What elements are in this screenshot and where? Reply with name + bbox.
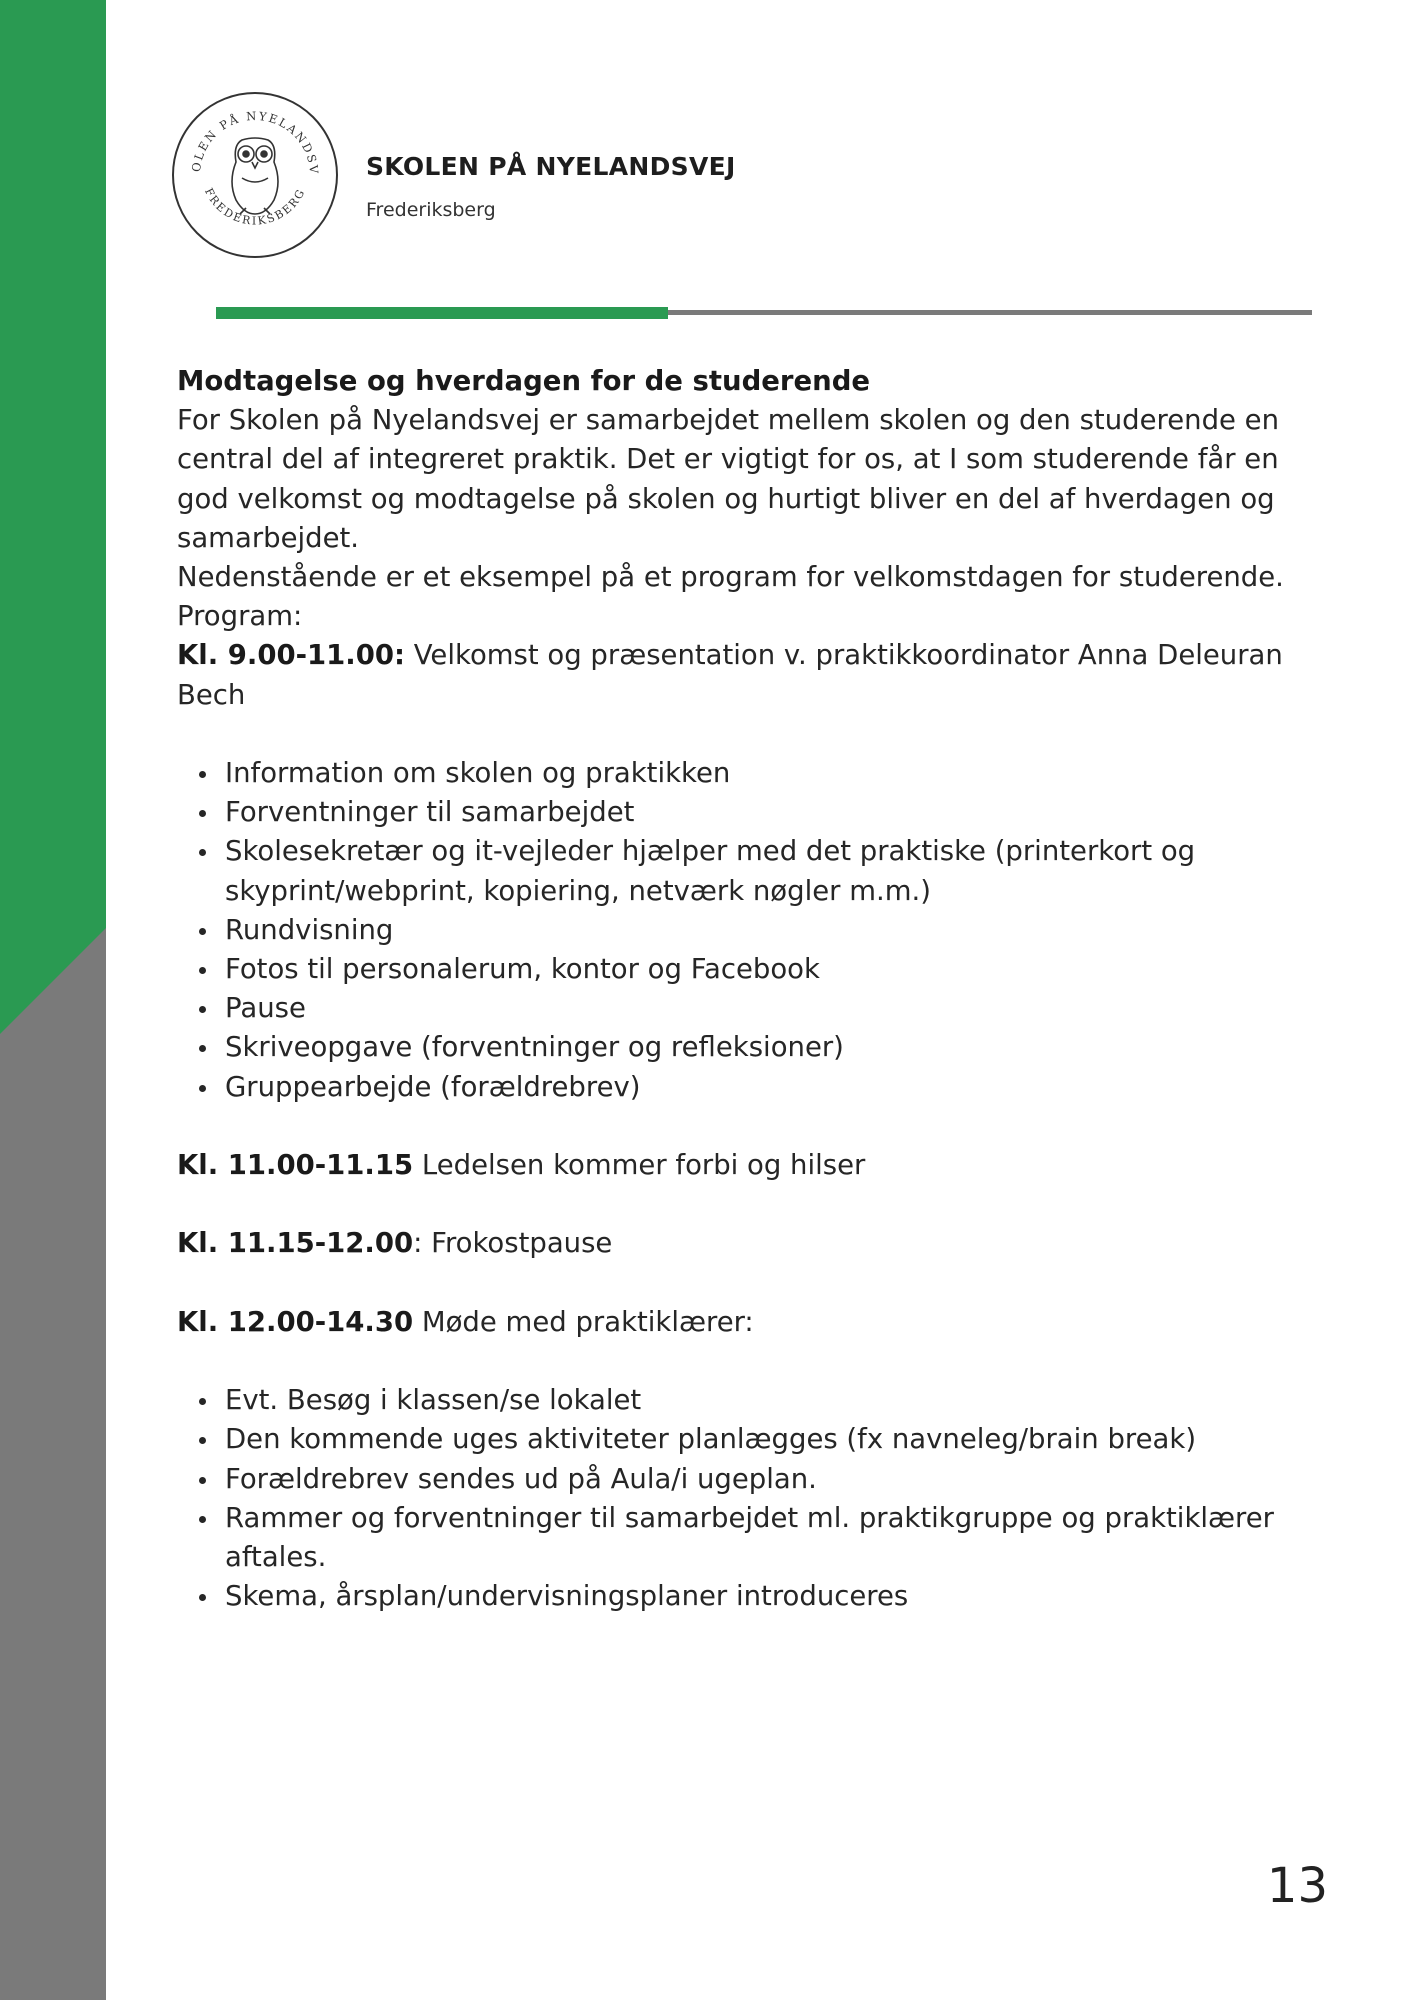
- slot-1-list: [177, 754, 1327, 1107]
- side-green-band: [0, 0, 106, 1034]
- slot-3-text: : Frokostpause: [413, 1227, 613, 1260]
- list-item: Forældrebrev sendes ud på Aula/i ugeplan.: [225, 1460, 1327, 1499]
- slot-2-time: Kl. 11.00-11.15: [177, 1149, 414, 1182]
- slot-4-list: [177, 1381, 1327, 1616]
- page-content: [177, 362, 1327, 1616]
- list-item: Skolesekretær og it-vejleder hjælper med det praktiske (printerkort og skyprint/webprint, kopiering, netværk nøgler m.m.): [225, 832, 1327, 910]
- program-slot-3: [177, 1224, 1327, 1263]
- program-label: Program:: [177, 600, 303, 633]
- list-item: Skema, årsplan/undervisningsplaner introduceres: [225, 1577, 1327, 1616]
- logo-top-text: OLEN PÅ NYELANDSV: [188, 108, 322, 176]
- school-name: SKOLEN PÅ NYELANDSVEJ: [366, 152, 736, 181]
- slot-1-time: Kl. 9.00-11.00:: [177, 639, 406, 672]
- list-item: Pause: [225, 989, 1327, 1028]
- list-item: Rundvisning: [225, 911, 1327, 950]
- side-decoration: [0, 0, 106, 2000]
- list-item: Gruppearbejde (forældrebrev): [225, 1068, 1327, 1107]
- list-item: Information om skolen og praktikken: [225, 754, 1327, 793]
- section-heading: Modtagelse og hverdagen for de studerende: [177, 365, 871, 397]
- program-slot-1: [177, 636, 1327, 714]
- list-item: Fotos til personalerum, kontor og Facebook: [225, 950, 1327, 989]
- header-rule-grey: [668, 310, 1312, 315]
- list-item: Forventninger til samarbejdet: [225, 793, 1327, 832]
- list-item: Skriveopgave (forventninger og refleksioner): [225, 1028, 1327, 1067]
- school-logo: [170, 90, 340, 260]
- slot-4-time: Kl. 12.00-14.30: [177, 1305, 414, 1338]
- program-slot-4: [177, 1303, 1327, 1342]
- program-slot-2: [177, 1146, 1327, 1185]
- logo-bottom-text: FREDERIKSBERG: [201, 185, 309, 228]
- intro-paragraph: For Skolen på Nyelandsvej er samarbejdet mellem skolen og den studerende en central del af integreret praktik. Det er vigtigt for os, at I som studerende får en god velkomst og modtagelse på skolen og hurtigt bliver en del af hverdagen og samarbejdet.: [177, 404, 1280, 554]
- list-item: Rammer og forventninger til samarbejdet ml. praktikgruppe og praktiklærer aftales.: [225, 1499, 1327, 1577]
- slot-2-text: Ledelsen kommer forbi og hilser: [413, 1149, 866, 1182]
- example-paragraph: Nedenstående er et eksempel på et program for velkomstdagen for studerende.: [177, 561, 1284, 594]
- slot-4-text: Møde med praktiklærer:: [413, 1305, 754, 1338]
- header-rule-green: [216, 307, 668, 319]
- school-city: Frederiksberg: [366, 199, 496, 221]
- slot-1-text: Velkomst og præsentation v. praktikkoordinator Anna Deleuran Bech: [177, 639, 1283, 711]
- page-number: 13: [1266, 1858, 1328, 1914]
- list-item: Evt. Besøg i klassen/se lokalet: [225, 1381, 1327, 1420]
- slot-3-time: Kl. 11.15-12.00: [177, 1227, 414, 1260]
- list-item: Den kommende uges aktiviteter planlægges (fx navneleg/brain break): [225, 1420, 1327, 1459]
